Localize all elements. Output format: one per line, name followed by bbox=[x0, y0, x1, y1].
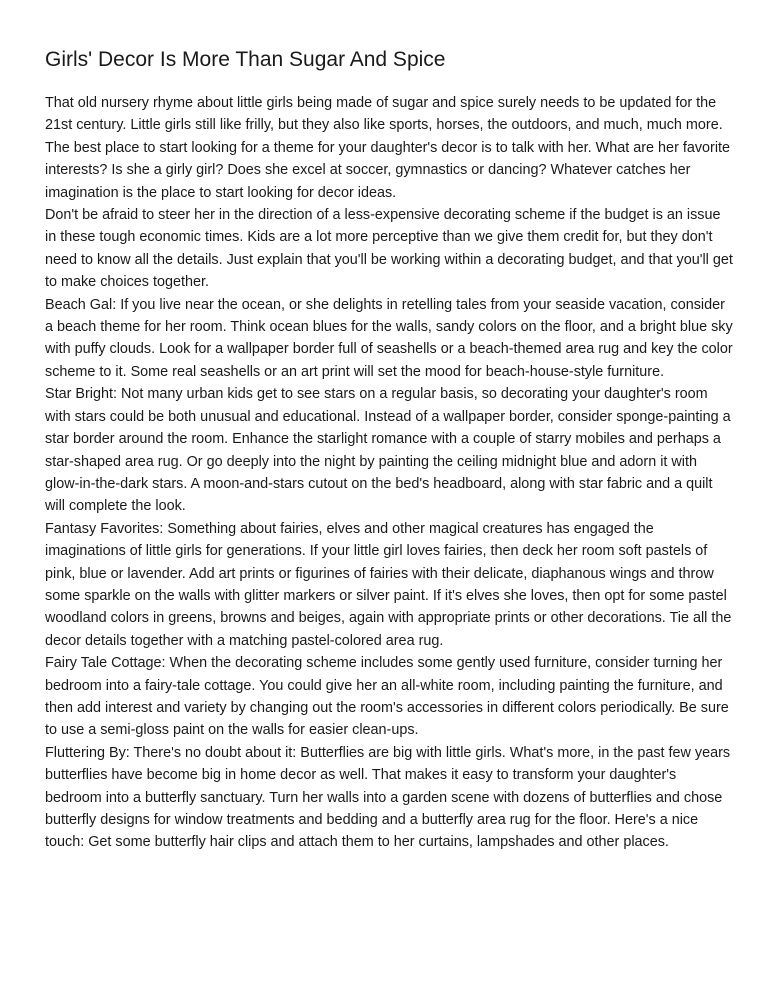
intro-paragraph: That old nursery rhyme about little girls being made of sugar and spice surely needs to be updated for the 21st century. Little girls still like frilly, but they also like sports, horses, the outdoors, and much, much more. bbox=[45, 95, 723, 134]
document-title: Girls' Decor Is More Than Sugar And Spice bbox=[45, 48, 446, 71]
fluttering-by-paragraph: Fluttering By: There's no doubt about it: Butterflies are big with little girls. What's more, in the past few years butterflies have become big in home decor as well. That makes it easy to transform your daughter's bedroom into a butterfly sanctuary. Turn her walls into a garden scene with dozens of butterflies and chose butterfly designs for window treatments and bedding and a butterfly area rug for the floor. Here's a nice touch: Get some butterfly hair clips and attach them to her curtains, lampshades and other places. bbox=[45, 744, 731, 851]
budget-paragraph: Don't be afraid to steer her in the direction of a less-expensive decorating scheme if the budget is an issue in these tough economic times. Kids are a lot more perceptive than we give them credit for, but they don't need to know all the details. Just explain that you'll be working within a decorating budget, and that you'll get to make choices together. bbox=[45, 207, 733, 291]
fantasy-favorites-paragraph: Fantasy Favorites: Something about fairies, elves and other magical creatures has engaged the imaginations of little girls for generations. If your little girl loves fairies, then deck her room soft pastels of pink, blue or lavender. Add art prints or figurines of fairies with their delicate, diaphanous wings and throw some sparkle on the walls with glitter markers or silver paint. If it's elves she loves, then opt for some pastel woodland colors in greens, browns and beiges, again with appropriate prints or other decorations. Tie all the decor details together with a matching pastel-colored area rug. bbox=[45, 520, 732, 649]
theme-advice-paragraph: The best place to start looking for a theme for your daughter's decor is to talk with her. What are her favorite interests? Is she a girly girl? Does she excel at soccer, gymnastics or dancing? Whatever catches her imagination is the place to start looking for decor ideas. bbox=[45, 139, 731, 201]
fairy-tale-cottage-paragraph: Fairy Tale Cottage: When the decorating scheme includes some gently used furniture, consider turning her bedroom into a fairy-tale cottage. You could give her an all-white room, including painting the furniture, and then add interest and variety by changing out the room's accessories in different colors periodically. Be sure to use a semi-gloss paint on the walls for easier clean-ups. bbox=[45, 655, 729, 739]
document-page bbox=[45, 44, 735, 854]
star-bright-paragraph: Star Bright: Not many urban kids get to see stars on a regular basis, so decorating your daughter's room with stars could be both unusual and educational. Instead of a wallpaper border, consider sponge-painting a star border around the room. Enhance the starlight romance with a couple of starry mobiles and perhaps a star-shaped area rug. Or go deeply into the night by painting the ceiling midnight blue and adorn it with glow-in-the-dark stars. A moon-and-stars cutout on the bed's headboard, along with star fabric and a quilt will complete the look. bbox=[45, 386, 731, 515]
beach-gal-paragraph: Beach Gal: If you live near the ocean, or she delights in retelling tales from your seaside vacation, consider a beach theme for her room. Think ocean blues for the walls, sandy colors on the floor, and a bright blue sky with puffy clouds. Look for a wallpaper border full of seashells or a beach-themed area rug and key the color scheme to it. Some real seashells or an art print will set the mood for beach-house-style furniture. bbox=[45, 296, 733, 380]
